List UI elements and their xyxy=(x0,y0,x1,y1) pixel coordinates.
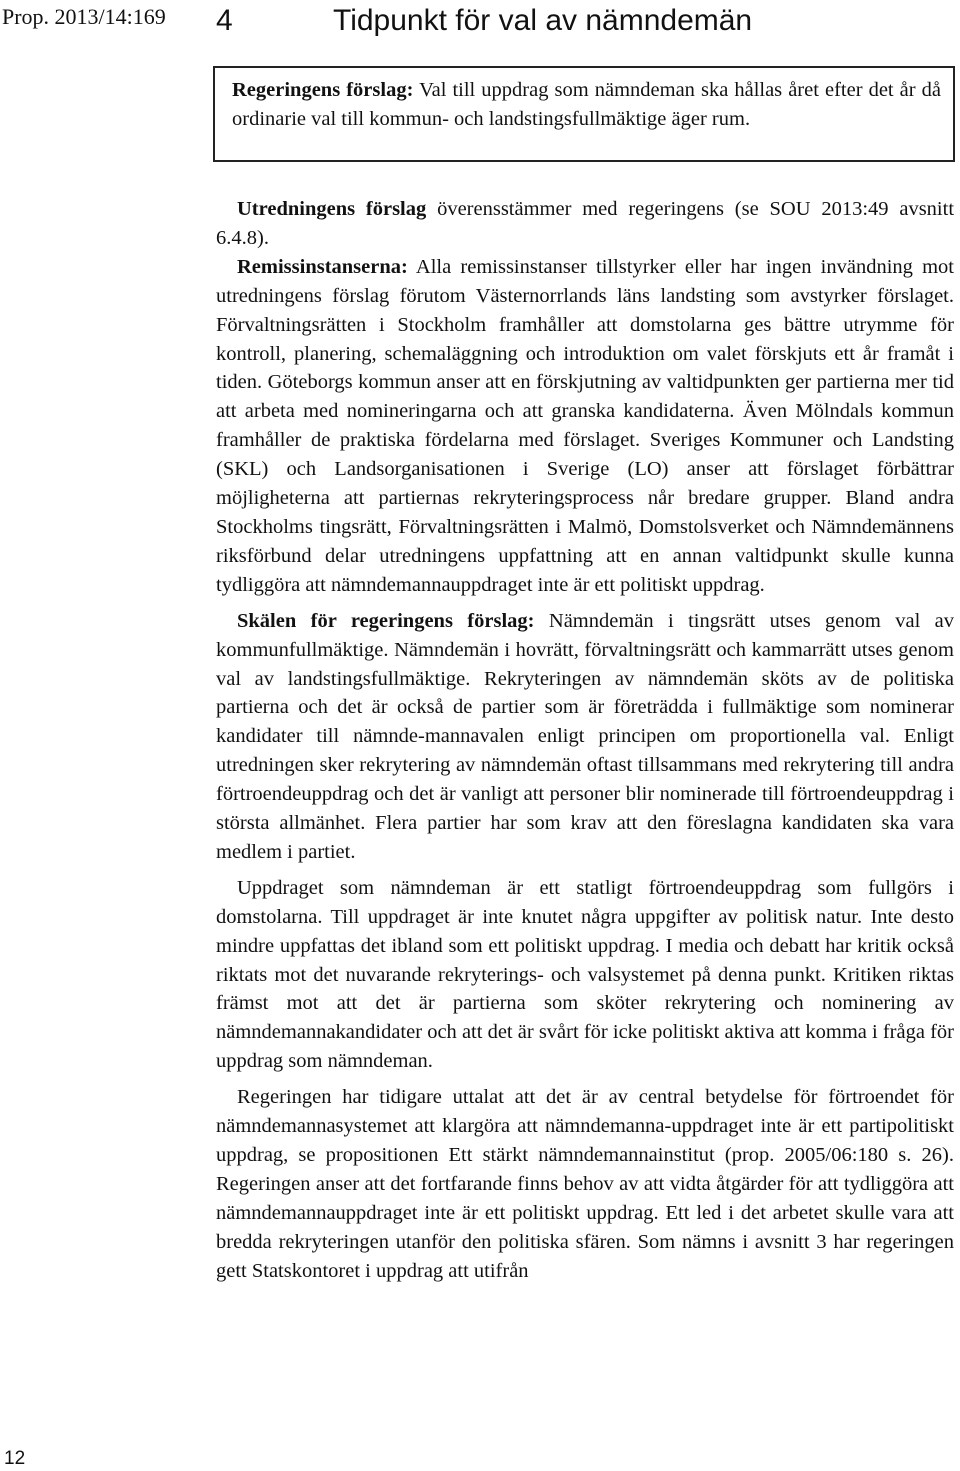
government-proposal-box xyxy=(213,66,955,162)
reasons-text: Nämndemän i tingsrätt utses genom val av kommunfullmäktige. Nämndemän i hovrätt, förvaltningsrätt och kammarrätt utses genom val av landstingsfullmäktige. Rekryteringen av nämndemän sköts av de politiska partierna och det är också de partier som är företrädda i fullmäktige som nominerar kandidater till nämnde-mannavalen enligt principen om proportionella val. Enligt utredningen sker rekrytering av nämndemän oftast tillsammans med rekrytering till andra förtroendeuppdrag och det är vanligt att personer blir nominerade till förtroendeuppdrag i största allmänhet. Flera partier har som krav att den föreslagna kandidaten ska vara medlem i partiet. xyxy=(216,609,955,863)
referral-text: Alla remissinstanser tillstyrker eller har ingen invändning mot utredningens förslag förutom Västernorrlands läns landsting som avstyrker förslaget. Förvaltningsrätten i Stockholm framhåller att domstolarna ges bättre utrymme för kontroll, planering, schemaläggning och introduktion om valet förskjuts ett år framåt i tiden. Göteborgs kommun anser att en förskjutning av valtidpunkten ger partierna mer tid att arbeta med nomineringarna och att granska kandidaterna. Även Mölndals kommun framhåller de praktiska fördelarna med förslaget. Sveriges Kommuner och Landsting (SKL) och Landsorganisationen i Sverige (LO) anser att förslaget förbättrar möjligheterna att partiernas rekryteringsprocess når bredare grupper. Bland andra Stockholms tingsrätt, Förvaltningsrätten i Malmö, Domstolsverket och Nämndemännens riksförbund delar utredningens uppfattning att en annan valtidpunkt skulle kunna tydliggöra att nämndemannauppdraget inte är ett politiskt uppdrag. xyxy=(216,255,954,596)
proposal-text: Val till uppdrag som nämndeman ska hållas året efter det år då ordinarie val till kommun- och landstingsfullmäktige äger rum. xyxy=(232,79,941,130)
chapter-title: Tidpunkt för val av nämndemän xyxy=(333,4,753,37)
proposal-label: Regeringens förslag: xyxy=(232,79,414,101)
page-number: 12 xyxy=(4,1448,26,1469)
reasons-label: Skälen för regeringens förslag: xyxy=(237,609,535,632)
reasons-paragraph xyxy=(216,607,954,867)
chapter-number: 4 xyxy=(216,4,233,37)
referral-label: Remissinstanserna: xyxy=(237,255,408,278)
referral-paragraph xyxy=(216,253,954,600)
body-text xyxy=(216,195,954,1286)
state-assignment-paragraph: Uppdraget som nämndeman är ett statligt förtroendeuppdrag som fullgörs i domstolarna. Till uppdraget är inte knutet några uppgifter av politisk natur. Inte desto mindre uppfattas det ibland som ett politiskt uppdrag. I media och debatt har kritik också riktats mot det nuvarande rekryterings- och valsystemet på denna punkt. Kritiken riktas främst mot att det är partierna som sköter rekrytering och nominering av nämndemannakandidater och att det är svårt för icke politiskt aktiva att komma i fråga för uppdrag som nämndeman. xyxy=(216,876,954,1073)
inquiry-label: Utredningens förslag xyxy=(237,198,427,220)
proposition-reference: Prop. 2013/14:169 xyxy=(2,4,166,29)
inquiry-paragraph xyxy=(216,195,954,253)
inquiry-text: överensstämmer med regeringens (se SOU 2013:49 avsnitt 6.4.8). xyxy=(216,198,955,249)
government-earlier-paragraph: Regeringen har tidigare uttalat att det är av central betydelse för förtroendet för nämndemannasystemet att klargöra att nämndemanna-uppdraget inte är ett partipolitiskt uppdrag, se propositionen Ett stärkt nämndemannainstitut (prop. 2005/06:180 s. 26). Regeringen anser att det fortfarande finns behov av att vidta åtgärder för att tydliggöra att nämndemannauppdraget inte är ett politiskt uppdrag. Ett led i det arbetet skulle vara att bredda rekryteringen utanför den politiska sfären. Som nämns i avsnitt 3 har regeringen gett Statskontoret i uppdrag att utifrån xyxy=(216,1086,954,1282)
